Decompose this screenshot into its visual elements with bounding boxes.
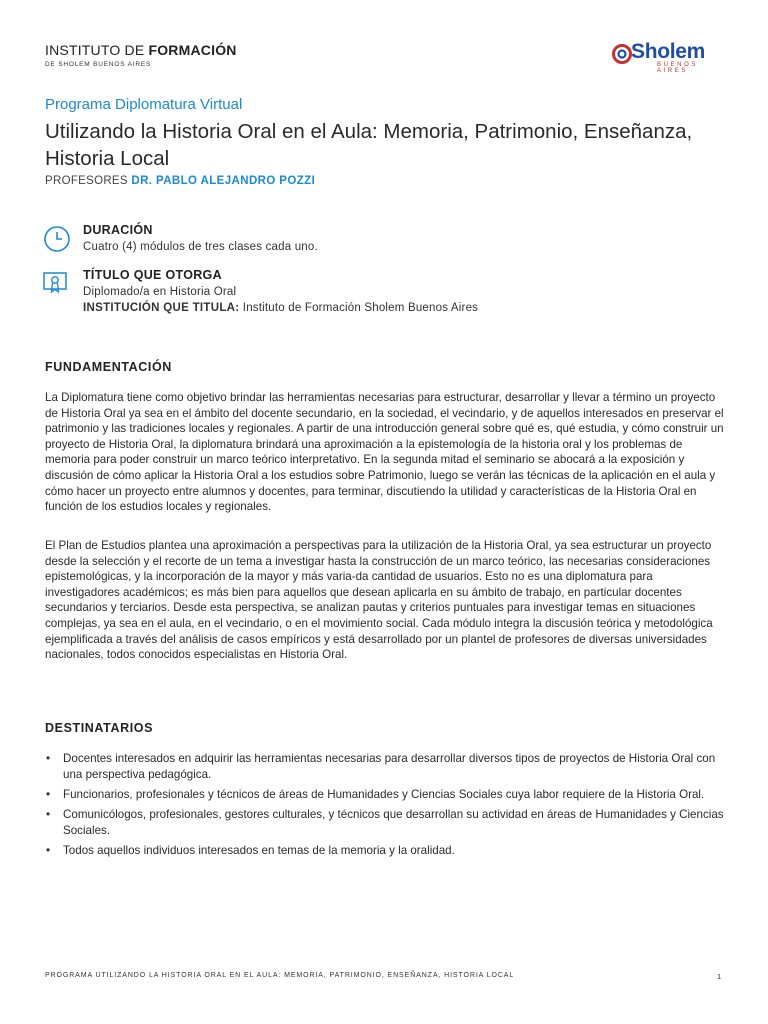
bullet-marker: •: [46, 788, 51, 801]
professors-line: [45, 175, 315, 187]
institute-emphasis: FORMACIÓN: [148, 42, 237, 58]
institution-text: Instituto de Formación Sholem Buenos Aires: [242, 302, 479, 314]
title-text: Diplomado/a en Historia Oral: [83, 286, 237, 298]
title-block: [83, 268, 478, 314]
list-item: [45, 787, 725, 803]
institute-subtitle: DE SHOLEM BUENOS AIRES: [45, 61, 152, 68]
destinatarios-heading: DESTINATARIOS: [45, 721, 154, 735]
professors-label: PROFESORES: [45, 175, 128, 187]
program-label: Programa Diplomatura Virtual: [45, 96, 243, 113]
institute-title: [45, 42, 237, 58]
list-item: [45, 807, 725, 839]
duration-text: Cuatro (4) módulos de tres clases cada uno.: [83, 241, 318, 253]
certificate-icon: [42, 270, 68, 296]
list-item-text: Funcionarios, profesionales y técnicos de áreas de Humanidades y Ciencias Sociales cuya labor requiere de la Historia Oral.: [63, 788, 705, 801]
list-item: [45, 843, 725, 859]
fundamentacion-heading: FUNDAMENTACIÓN: [45, 360, 172, 374]
bullet-marker: •: [46, 808, 51, 821]
page-footer: PROGRAMA UTILIZANDO LA HISTORIA ORAL EN EL AULA: MEMORIA, PATRIMONIO, ENSEÑANZA, HISTORIA LOCAL: [45, 972, 515, 979]
fundamentacion-paragraph-2: El Plan de Estudios plantea una aproximación a perspectivas para la utilización de la Historia Oral, ya sea estructurar un proyecto desde la selección y el recorte de un tema a investigar hasta la construcción de un marco teórico, las necesarias consideraciones epistemológicas, y la incorporación de la mayor y más varia-da cantidad de usuarios. Esto no es una diplomatura para investigadores académicos; es más bien para aquellos que desean aplicarla en su ámbito de trabajo, en particular docentes secundarios y terciarios. Desde esta perspectiva, se analizan pautas y criterios puntuales para investigar temas en situaciones complejas, ya sea en el aula, en el vecindario, o en el movimiento social. Cada módulo integra la discusión teórica y metodológica ejemplificada a través del análisis de casos empíricos y está desarrollado por un plantel de profesores de diversas universidades nacionales, todos conocidos especialistas en Historia Oral.: [45, 539, 713, 662]
sholem-logo-icon: [611, 43, 633, 65]
page-number: 1: [717, 972, 722, 981]
list-item-text: Comunicólogos, profesionales, gestores culturales, y técnicos que desarrollan su actividad en áreas de Humanidades y Ciencias Sociales.: [63, 808, 724, 837]
list-item-text: Todos aquellos individuos interesados en temas de la memoria y la oralidad.: [63, 844, 455, 857]
bullet-marker: •: [46, 752, 51, 765]
bullet-marker: •: [46, 844, 51, 857]
institute-header: [45, 42, 237, 68]
list-item-text: Docentes interesados en adquirir las herramientas necesarias para desarrollar diversos tipos de proyectos de Historia Oral con una perspectiva pedagógica.: [63, 752, 716, 781]
program-title: Utilizando la Historia Oral en el Aula: Memoria, Patrimonio, Enseñanza, Historia Local: [45, 120, 693, 170]
institution-line: [83, 302, 478, 314]
duration-block: [83, 223, 318, 253]
list-item: [45, 751, 725, 783]
logo-subtitle: BUENOS AIRES: [657, 62, 698, 74]
institution-label: INSTITUCIÓN QUE TITULA:: [83, 302, 240, 314]
duration-heading: DURACIÓN: [83, 223, 153, 237]
logo-wordmark: Sholem: [631, 40, 706, 63]
clock-icon: [43, 225, 71, 253]
title-heading: TÍTULO QUE OTORGA: [83, 268, 222, 282]
fundamentacion-paragraph-1: La Diplomatura tiene como objetivo brindar las herramientas necesarias para estructurar, desarrollar y llevar a término un proyecto de Historia Oral ya sea en el ámbito del docente secundario, en la sociedad, el vecindario, y de aquellos interesados en preservar el patrimonio y las tradiciones locales y regionales. A partir de una introducción general sobre qué es, qué estudia, y cómo construir un proyecto de Historia Oral, la diplomatura brindará una aproximación a la epistemología de la historia oral y los problemas de memoria para poder construir un marco teórico interpretativo. En la segunda mitad el seminario se abocará a la exposición y discusión de cómo aplicar la Historia Oral a los estudios sobre Patrimonio, luego se verán las técnicas de la aplicación en el aula y cómo hacer un proyecto entre alumnos y docentes, para terminar, discutiendo la utilidad y características de la Historia Oral en función de los estudios locales y regionales.: [45, 391, 724, 514]
institute-prefix: INSTITUTO DE: [45, 42, 145, 58]
professor-name: DR. PABLO ALEJANDRO POZZI: [131, 175, 316, 187]
destinatarios-list: [45, 751, 725, 863]
sholem-logo: [611, 40, 731, 72]
